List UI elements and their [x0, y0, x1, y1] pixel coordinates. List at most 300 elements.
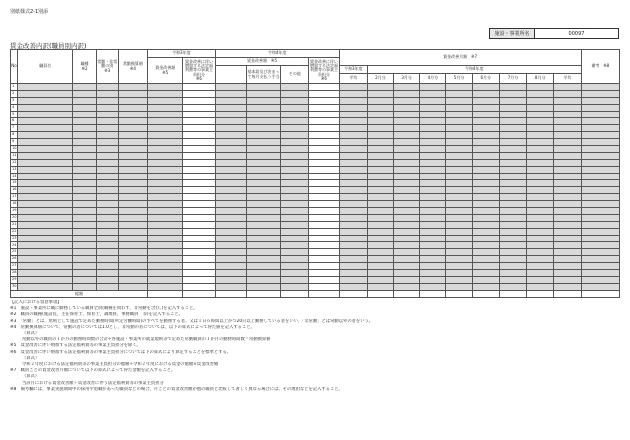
table-cell[interactable] [581, 187, 619, 194]
table-cell[interactable] [394, 152, 420, 159]
table-cell[interactable] [446, 249, 472, 256]
table-cell[interactable] [581, 132, 619, 139]
table-cell[interactable] [339, 283, 367, 290]
table-cell[interactable] [554, 104, 581, 111]
table-cell[interactable] [527, 270, 554, 277]
table-cell[interactable] [420, 283, 446, 290]
table-cell[interactable] [472, 276, 499, 283]
table-cell[interactable] [148, 263, 183, 270]
table-cell[interactable] [554, 256, 581, 263]
table-cell[interactable] [18, 263, 73, 270]
table-cell[interactable] [118, 194, 147, 201]
table-cell[interactable] [420, 111, 446, 118]
table-cell[interactable] [339, 180, 367, 187]
table-cell[interactable] [73, 270, 96, 277]
table-cell[interactable] [96, 235, 118, 242]
table-cell[interactable] [118, 228, 147, 235]
table-cell[interactable] [499, 111, 526, 118]
table-cell[interactable] [367, 180, 393, 187]
table-cell[interactable] [73, 159, 96, 166]
table-cell[interactable] [118, 90, 147, 97]
table-cell[interactable] [581, 125, 619, 132]
table-cell[interactable] [499, 256, 526, 263]
table-cell[interactable] [420, 118, 446, 125]
table-cell[interactable] [73, 276, 96, 283]
table-cell[interactable] [446, 97, 472, 104]
table-cell[interactable] [18, 118, 73, 125]
table-cell[interactable] [339, 118, 367, 125]
table-cell[interactable] [394, 249, 420, 256]
table-cell[interactable] [339, 111, 367, 118]
table-cell[interactable] [339, 90, 367, 97]
table-cell[interactable] [367, 118, 393, 125]
table-cell[interactable] [420, 221, 446, 228]
table-cell[interactable] [527, 132, 554, 139]
table-cell[interactable] [527, 118, 554, 125]
table-cell[interactable] [246, 173, 280, 180]
table-cell[interactable] [246, 132, 280, 139]
table-cell[interactable] [148, 270, 183, 277]
table-cell[interactable] [73, 84, 96, 91]
table-cell[interactable] [420, 125, 446, 132]
table-cell[interactable] [367, 242, 393, 249]
table-cell[interactable] [554, 270, 581, 277]
table-cell[interactable] [527, 249, 554, 256]
table-cell[interactable] [499, 228, 526, 235]
table-cell[interactable] [472, 90, 499, 97]
table-cell[interactable] [499, 159, 526, 166]
table-cell[interactable] [420, 90, 446, 97]
table-cell[interactable] [246, 97, 280, 104]
table-cell[interactable] [554, 276, 581, 283]
table-cell[interactable] [527, 263, 554, 270]
table-cell[interactable] [554, 97, 581, 104]
table-cell[interactable] [472, 194, 499, 201]
table-cell[interactable] [499, 187, 526, 194]
table-cell[interactable] [339, 270, 367, 277]
table-cell[interactable] [96, 146, 118, 153]
table-cell[interactable] [118, 208, 147, 215]
table-cell[interactable] [281, 139, 309, 146]
table-cell[interactable] [394, 132, 420, 139]
table-cell[interactable] [215, 132, 246, 139]
table-cell[interactable] [215, 173, 246, 180]
table-cell[interactable] [148, 221, 183, 228]
table-cell[interactable] [118, 84, 147, 91]
table-cell[interactable] [394, 270, 420, 277]
table-cell[interactable] [367, 263, 393, 270]
table-cell[interactable] [394, 242, 420, 249]
table-cell[interactable] [18, 139, 73, 146]
table-cell[interactable] [420, 263, 446, 270]
table-cell[interactable] [554, 221, 581, 228]
table-cell[interactable] [527, 228, 554, 235]
table-cell[interactable] [73, 235, 96, 242]
table-cell[interactable] [367, 166, 393, 173]
table-cell[interactable] [281, 84, 309, 91]
table-cell[interactable] [339, 139, 367, 146]
table-cell[interactable] [18, 283, 73, 290]
table-cell[interactable] [96, 125, 118, 132]
table-cell[interactable] [554, 90, 581, 97]
table-cell[interactable] [148, 118, 183, 125]
table-cell[interactable] [148, 276, 183, 283]
table-cell[interactable] [394, 159, 420, 166]
table-cell[interactable] [367, 228, 393, 235]
table-cell[interactable] [118, 180, 147, 187]
table-cell[interactable] [281, 228, 309, 235]
table-cell[interactable] [246, 235, 280, 242]
table-cell[interactable] [246, 90, 280, 97]
table-cell[interactable] [96, 180, 118, 187]
table-cell[interactable] [96, 201, 118, 208]
table-cell[interactable] [499, 146, 526, 153]
table-cell[interactable] [554, 201, 581, 208]
table-cell[interactable] [118, 276, 147, 283]
table-cell[interactable] [499, 84, 526, 91]
table-cell[interactable] [246, 194, 280, 201]
table-cell[interactable] [96, 221, 118, 228]
table-cell[interactable] [281, 270, 309, 277]
table-cell[interactable] [18, 84, 73, 91]
table-cell[interactable] [18, 256, 73, 263]
table-cell[interactable] [367, 84, 393, 91]
table-cell[interactable] [73, 194, 96, 201]
table-cell[interactable] [527, 221, 554, 228]
table-cell[interactable] [281, 166, 309, 173]
table-cell[interactable] [499, 104, 526, 111]
table-cell[interactable] [394, 180, 420, 187]
table-cell[interactable] [96, 270, 118, 277]
table-cell[interactable] [367, 139, 393, 146]
table-cell[interactable] [215, 270, 246, 277]
table-cell[interactable] [148, 194, 183, 201]
table-cell[interactable] [215, 235, 246, 242]
table-cell[interactable] [554, 214, 581, 221]
table-cell[interactable] [148, 214, 183, 221]
table-cell[interactable] [581, 104, 619, 111]
table-cell[interactable] [281, 125, 309, 132]
table-cell[interactable] [339, 152, 367, 159]
table-cell[interactable] [18, 132, 73, 139]
table-cell[interactable] [148, 249, 183, 256]
table-cell[interactable] [281, 276, 309, 283]
table-cell[interactable] [215, 201, 246, 208]
table-cell[interactable] [118, 235, 147, 242]
table-cell[interactable] [339, 166, 367, 173]
table-cell[interactable] [472, 104, 499, 111]
table-cell[interactable] [581, 111, 619, 118]
table-cell[interactable] [96, 187, 118, 194]
table-cell[interactable] [581, 166, 619, 173]
table-cell[interactable] [499, 242, 526, 249]
table-cell[interactable] [215, 111, 246, 118]
table-cell[interactable] [96, 249, 118, 256]
table-cell[interactable] [148, 84, 183, 91]
table-cell[interactable] [554, 84, 581, 91]
table-cell[interactable] [581, 90, 619, 97]
table-cell[interactable] [472, 180, 499, 187]
table-cell[interactable] [527, 194, 554, 201]
table-cell[interactable] [339, 256, 367, 263]
table-cell[interactable] [420, 208, 446, 215]
table-cell[interactable] [581, 180, 619, 187]
table-cell[interactable] [472, 214, 499, 221]
table-cell[interactable] [420, 146, 446, 153]
table-cell[interactable] [339, 228, 367, 235]
table-cell[interactable] [339, 132, 367, 139]
table-cell[interactable] [339, 208, 367, 215]
table-cell[interactable] [367, 146, 393, 153]
table-cell[interactable] [420, 242, 446, 249]
table-cell[interactable] [18, 159, 73, 166]
table-cell[interactable] [148, 111, 183, 118]
table-cell[interactable] [446, 283, 472, 290]
table-cell[interactable] [281, 201, 309, 208]
table-cell[interactable] [499, 152, 526, 159]
table-cell[interactable] [281, 263, 309, 270]
table-cell[interactable] [472, 256, 499, 263]
table-cell[interactable] [118, 104, 147, 111]
table-cell[interactable] [96, 194, 118, 201]
table-cell[interactable] [148, 159, 183, 166]
table-cell[interactable] [472, 201, 499, 208]
table-cell[interactable] [246, 283, 280, 290]
table-cell[interactable] [246, 201, 280, 208]
table-cell[interactable] [215, 256, 246, 263]
table-cell[interactable] [148, 97, 183, 104]
table-cell[interactable] [527, 152, 554, 159]
table-cell[interactable] [246, 270, 280, 277]
table-cell[interactable] [527, 125, 554, 132]
table-cell[interactable] [18, 166, 73, 173]
table-cell[interactable] [281, 214, 309, 221]
table-cell[interactable] [281, 256, 309, 263]
table-cell[interactable] [394, 208, 420, 215]
table-cell[interactable] [148, 166, 183, 173]
table-cell[interactable] [215, 180, 246, 187]
table-cell[interactable] [581, 208, 619, 215]
table-cell[interactable] [281, 159, 309, 166]
table-cell[interactable] [499, 208, 526, 215]
table-cell[interactable] [281, 235, 309, 242]
table-cell[interactable] [554, 125, 581, 132]
table-cell[interactable] [73, 221, 96, 228]
table-cell[interactable] [18, 201, 73, 208]
table-cell[interactable] [339, 125, 367, 132]
table-cell[interactable] [96, 263, 118, 270]
table-cell[interactable] [281, 187, 309, 194]
table-cell[interactable] [246, 166, 280, 173]
table-cell[interactable] [394, 173, 420, 180]
table-cell[interactable] [499, 139, 526, 146]
table-cell[interactable] [339, 97, 367, 104]
table-cell[interactable] [367, 111, 393, 118]
table-cell[interactable] [472, 152, 499, 159]
table-cell[interactable] [499, 235, 526, 242]
table-cell[interactable] [581, 214, 619, 221]
table-cell[interactable] [446, 256, 472, 263]
table-cell[interactable] [215, 214, 246, 221]
table-cell[interactable] [581, 84, 619, 91]
table-cell[interactable] [420, 139, 446, 146]
table-cell[interactable] [527, 256, 554, 263]
table-cell[interactable] [246, 228, 280, 235]
table-cell[interactable] [394, 166, 420, 173]
table-cell[interactable] [148, 152, 183, 159]
table-cell[interactable] [394, 104, 420, 111]
table-cell[interactable] [148, 173, 183, 180]
table-cell[interactable] [73, 90, 96, 97]
table-cell[interactable] [339, 104, 367, 111]
table-cell[interactable] [527, 90, 554, 97]
table-cell[interactable] [367, 276, 393, 283]
table-cell[interactable] [148, 146, 183, 153]
table-cell[interactable] [420, 235, 446, 242]
table-cell[interactable] [73, 132, 96, 139]
table-cell[interactable] [96, 214, 118, 221]
table-cell[interactable] [215, 194, 246, 201]
table-cell[interactable] [281, 208, 309, 215]
table-cell[interactable] [148, 139, 183, 146]
table-cell[interactable] [73, 208, 96, 215]
table-cell[interactable] [472, 132, 499, 139]
table-cell[interactable] [446, 90, 472, 97]
table-cell[interactable] [246, 276, 280, 283]
table-cell[interactable] [281, 146, 309, 153]
table-cell[interactable] [118, 263, 147, 270]
table-cell[interactable] [339, 146, 367, 153]
table-cell[interactable] [281, 283, 309, 290]
table-cell[interactable] [118, 152, 147, 159]
table-cell[interactable] [73, 173, 96, 180]
table-cell[interactable] [18, 152, 73, 159]
table-cell[interactable] [96, 104, 118, 111]
table-cell[interactable] [118, 97, 147, 104]
table-cell[interactable] [446, 270, 472, 277]
table-cell[interactable] [18, 276, 73, 283]
table-cell[interactable] [246, 249, 280, 256]
table-cell[interactable] [118, 256, 147, 263]
table-cell[interactable] [554, 118, 581, 125]
table-cell[interactable] [581, 118, 619, 125]
table-cell[interactable] [246, 118, 280, 125]
table-cell[interactable] [18, 270, 73, 277]
table-cell[interactable] [472, 283, 499, 290]
table-cell[interactable] [96, 90, 118, 97]
table-cell[interactable] [73, 180, 96, 187]
table-cell[interactable] [73, 214, 96, 221]
table-cell[interactable] [499, 249, 526, 256]
table-cell[interactable] [367, 90, 393, 97]
table-cell[interactable] [554, 180, 581, 187]
table-cell[interactable] [246, 242, 280, 249]
table-cell[interactable] [281, 118, 309, 125]
table-cell[interactable] [339, 276, 367, 283]
table-cell[interactable] [118, 132, 147, 139]
table-cell[interactable] [446, 166, 472, 173]
table-cell[interactable] [367, 201, 393, 208]
table-cell[interactable] [18, 180, 73, 187]
table-cell[interactable] [446, 118, 472, 125]
table-cell[interactable] [18, 235, 73, 242]
table-cell[interactable] [499, 132, 526, 139]
table-cell[interactable] [339, 187, 367, 194]
table-cell[interactable] [581, 173, 619, 180]
table-cell[interactable] [527, 84, 554, 91]
table-cell[interactable] [18, 90, 73, 97]
table-cell[interactable] [420, 228, 446, 235]
table-cell[interactable] [394, 187, 420, 194]
table-cell[interactable] [554, 139, 581, 146]
table-cell[interactable] [367, 235, 393, 242]
table-cell[interactable] [73, 249, 96, 256]
table-cell[interactable] [281, 242, 309, 249]
table-cell[interactable] [472, 263, 499, 270]
table-cell[interactable] [96, 276, 118, 283]
table-cell[interactable] [446, 208, 472, 215]
table-cell[interactable] [118, 159, 147, 166]
table-cell[interactable] [554, 228, 581, 235]
table-cell[interactable] [246, 125, 280, 132]
table-cell[interactable] [215, 104, 246, 111]
table-cell[interactable] [339, 263, 367, 270]
table-cell[interactable] [118, 125, 147, 132]
table-cell[interactable] [281, 194, 309, 201]
table-cell[interactable] [394, 256, 420, 263]
table-cell[interactable] [281, 132, 309, 139]
table-cell[interactable] [96, 111, 118, 118]
table-cell[interactable] [527, 180, 554, 187]
table-cell[interactable] [394, 84, 420, 91]
table-cell[interactable] [367, 283, 393, 290]
table-cell[interactable] [118, 111, 147, 118]
table-cell[interactable] [527, 235, 554, 242]
table-cell[interactable] [394, 201, 420, 208]
table-cell[interactable] [246, 104, 280, 111]
table-cell[interactable] [148, 125, 183, 132]
table-cell[interactable] [527, 283, 554, 290]
table-cell[interactable] [446, 84, 472, 91]
table-cell[interactable] [215, 228, 246, 235]
table-cell[interactable] [367, 97, 393, 104]
table-cell[interactable] [394, 228, 420, 235]
table-cell[interactable] [446, 221, 472, 228]
table-cell[interactable] [446, 173, 472, 180]
table-cell[interactable] [527, 208, 554, 215]
table-cell[interactable] [73, 118, 96, 125]
table-cell[interactable] [367, 270, 393, 277]
table-cell[interactable] [446, 132, 472, 139]
table-cell[interactable] [215, 84, 246, 91]
table-cell[interactable] [18, 187, 73, 194]
table-cell[interactable] [148, 283, 183, 290]
table-cell[interactable] [246, 84, 280, 91]
table-cell[interactable] [281, 221, 309, 228]
table-cell[interactable] [581, 249, 619, 256]
table-cell[interactable] [339, 84, 367, 91]
table-cell[interactable] [148, 104, 183, 111]
table-cell[interactable] [96, 208, 118, 215]
table-cell[interactable] [281, 152, 309, 159]
table-cell[interactable] [73, 125, 96, 132]
table-cell[interactable] [18, 221, 73, 228]
table-cell[interactable] [96, 256, 118, 263]
table-cell[interactable] [581, 235, 619, 242]
table-cell[interactable] [527, 276, 554, 283]
table-cell[interactable] [446, 214, 472, 221]
table-cell[interactable] [148, 90, 183, 97]
